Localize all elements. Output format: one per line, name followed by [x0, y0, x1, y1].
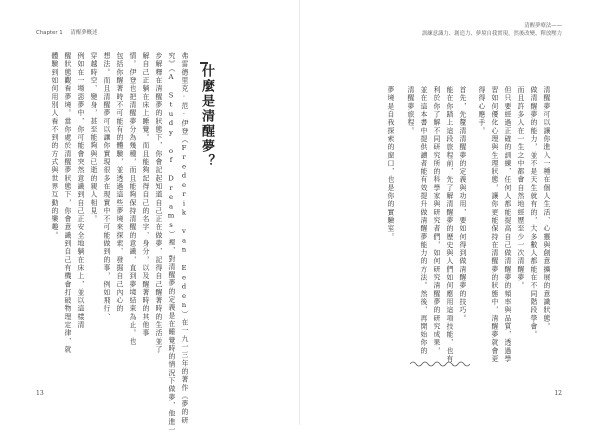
- book-subtitle: 訓練意識力、創造力、夢境自我實現，然後改變、釋放壓力: [421, 31, 562, 37]
- left-paragraph: 醒狀態觀看夢境。當你處於清醒夢狀態下，你會意識到自己有機會打破物理定律，就: [63, 52, 71, 354]
- right-paragraph: 利於你了解不同研究所的科學家與研究者們，如何研究清醒夢的研究成果，: [432, 86, 440, 355]
- right-running-head: [422, 22, 562, 38]
- right-paragraph: 而且許多人在一生之中都會自然地經歷至少一次清醒夢。: [516, 86, 524, 290]
- right-paragraph: 得得心應手。: [477, 86, 485, 135]
- right-paragraph: 夢境是自我探索的窗口，也是你的實驗室。: [386, 86, 394, 241]
- right-paragraph: 並在這本書中提供讀者能有效提升做清醒夢能力的方法。然後，再開始你的: [419, 86, 427, 355]
- left-paragraph: 包括你醒著時不可能有的體驗，並透過這些夢境來探索、發掘自己內心的: [115, 52, 123, 313]
- book-title: 清醒夢療法——: [524, 23, 562, 29]
- right-paragraph: 清醒夢旅程。: [406, 86, 414, 135]
- left-paragraph: 究》（A Study of Dreams）裡，對清醒夢的定義是在睡覺時的情況下做夢，他進一: [167, 52, 175, 434]
- right-paragraph: 清醒夢可以讓你進入一種在個人生活、心靈與創意擴展的意識狀態。: [542, 86, 550, 331]
- left-paragraph: 例如在一場惡夢中，你可能會突然意識到自己正安全地躺在床上，並以這樣清: [76, 52, 84, 330]
- left-running-head: [36, 28, 103, 36]
- right-paragraph: 習如何優化心理與生理狀態，讓你更能保持在清醒夢的狀態中，清醒夢就會更: [490, 86, 498, 364]
- page-number-right: 12: [554, 390, 562, 397]
- right-page: [300, 0, 600, 425]
- left-paragraph: 弗雷德里克·范·伊登（Frederik van Eeden）在一九一三年的著作《夢的研: [180, 52, 188, 425]
- right-paragraph: 做清醒夢的能力，並不是天生就有的，大多數人都能在不同階段學會。: [529, 86, 537, 339]
- right-paragraph: 首先，先釐清清醒夢的定義與功用，要如何得到做清醒夢的技巧。: [458, 86, 466, 323]
- chapter-label: Chapter 1: [36, 30, 63, 36]
- wave-divider-icon: [410, 360, 470, 368]
- left-paragraph: 步解釋在清醒夢的狀態下，你會記起知道自己正在做夢，記得自己醒著時的生活並了: [154, 52, 162, 354]
- left-paragraph: 穿越時空、變身，甚至能夠與已逝的親人相見。: [89, 52, 97, 224]
- left-paragraph: 情。伊登也把清醒夢分為幾種，而且能夠保持清醒的意識，直到夢境結束為止。也: [128, 52, 136, 346]
- left-paragraph: 想法。而且清醒夢可以讓你實現很多在現實中不可能做到的事，例如飛行、: [102, 52, 110, 321]
- right-paragraph: 但只要經過正確的訓練，任何人都能提高自己做清醒夢的頻率與品質，透過學: [503, 86, 511, 364]
- right-paragraph: 能在你踏上這段旅程前，先了解清醒夢的歷史與人們如何應用這項技能，也有: [445, 86, 453, 364]
- chapter-title: 清醒夢概述: [70, 30, 98, 36]
- left-paragraph: 體驗到如何用別人看不到的方式與世界互動的樂趣。: [50, 52, 58, 240]
- page-number-left: 13: [36, 390, 44, 397]
- section-title: 什麼是清醒夢？: [199, 64, 214, 169]
- left-paragraph: 解自己正躺在床上睡覺。而且能夠記得自己的名字、身分，以及醒著時的其他事: [141, 52, 149, 338]
